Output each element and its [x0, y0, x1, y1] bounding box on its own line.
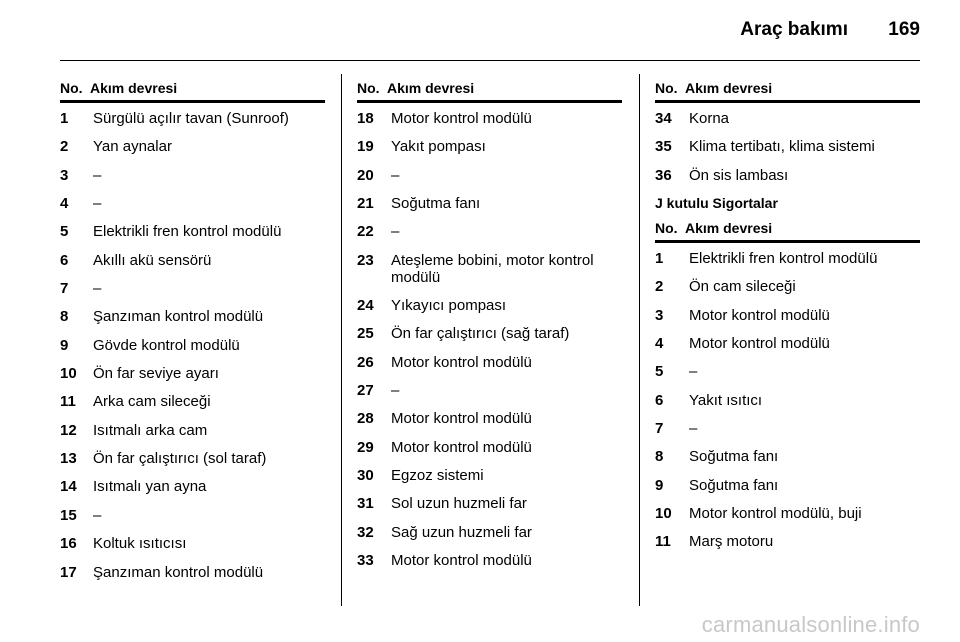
- fuse-number: 10: [60, 365, 77, 383]
- circuit-name: –: [93, 506, 102, 524]
- table-row: [60, 564, 325, 581]
- fuse-number: 19: [357, 138, 374, 156]
- table-row: [357, 495, 622, 512]
- table-row: [357, 110, 622, 127]
- table-row: [357, 297, 622, 314]
- circuit-name: –: [391, 223, 400, 241]
- circuit-name: Motor kontrol modülü: [391, 110, 532, 127]
- circuit-name: Soğutma fanı: [689, 476, 779, 494]
- table-row: [60, 450, 325, 467]
- table-row: [60, 507, 325, 524]
- fuse-table-column-3: [655, 80, 920, 562]
- fuse-number: 15: [60, 506, 77, 524]
- circuit-name: Şanzıman kontrol modülü: [93, 308, 264, 326]
- header-circuit: Akım devresi: [387, 80, 475, 96]
- fuse-number: 27: [357, 382, 374, 400]
- table-row: [357, 138, 622, 155]
- fuse-number: 31: [357, 495, 374, 513]
- fuse-number: 5: [60, 223, 69, 241]
- table-row: [357, 167, 622, 184]
- fuse-number: 6: [655, 391, 664, 409]
- table-header: [655, 220, 920, 243]
- circuit-name: –: [391, 166, 400, 184]
- header-no: No.: [655, 80, 678, 96]
- fuse-number: 26: [357, 353, 374, 371]
- circuit-name: Sol uzun huzmeli far: [391, 495, 527, 513]
- table-row: [357, 439, 622, 456]
- circuit-name: Isıtmalı yan ayna: [93, 478, 207, 496]
- circuit-name: Soğutma fanı: [391, 195, 481, 213]
- table-row: [655, 335, 920, 352]
- table-row: [60, 223, 325, 240]
- table-row: [60, 195, 325, 212]
- circuit-name: Motor kontrol modülü, buji: [689, 505, 862, 523]
- table-row: [655, 138, 920, 155]
- fuse-number: 28: [357, 410, 374, 428]
- circuit-name: Arka cam sileceği: [93, 393, 211, 411]
- fuse-number: 11: [655, 533, 671, 551]
- table-row: [60, 138, 325, 155]
- table-row: [655, 250, 920, 267]
- fuse-number: 7: [60, 280, 69, 298]
- fuse-number: 4: [60, 195, 69, 213]
- table-row: [60, 535, 325, 552]
- circuit-name: Marş motoru: [689, 533, 774, 551]
- fuse-number: 9: [655, 476, 664, 494]
- circuit-name: Ön sis lambası: [689, 166, 789, 184]
- fuse-number: 33: [357, 552, 374, 570]
- table-row: [357, 382, 622, 399]
- fuse-number: 1: [60, 110, 69, 127]
- table-row: [357, 552, 622, 569]
- fuse-number: 8: [60, 308, 69, 326]
- table-row: [60, 110, 325, 127]
- page-title: Araç bakımı: [740, 19, 848, 40]
- table-row: [357, 252, 622, 286]
- section-title: J kutulu Sigortalar: [655, 195, 778, 212]
- column-divider: [639, 74, 640, 606]
- circuit-name: Ön cam sileceği: [689, 278, 796, 296]
- circuit-name: Motor kontrol modülü: [391, 353, 532, 371]
- table-row: [60, 478, 325, 495]
- table-row: [357, 325, 622, 342]
- table-row: [655, 167, 920, 184]
- header-circuit: Akım devresi: [685, 80, 773, 96]
- column-divider: [341, 74, 342, 606]
- fuse-number: 9: [60, 336, 69, 354]
- circuit-name: Motor kontrol modülü: [391, 552, 532, 570]
- circuit-name: –: [93, 280, 102, 298]
- table-row: [655, 420, 920, 437]
- fuse-table-column-2: [357, 80, 622, 581]
- circuit-name: Ön far çalıştırıcı (sağ taraf): [391, 325, 570, 343]
- circuit-name: Sağ uzun huzmeli far: [391, 523, 532, 541]
- circuit-name: Yakıt pompası: [391, 138, 486, 156]
- header-rule: [60, 60, 920, 61]
- page-header: [0, 0, 960, 60]
- circuit-name: Ön far çalıştırıcı (sol taraf): [93, 450, 267, 468]
- circuit-name: Şanzıman kontrol modülü: [93, 563, 264, 581]
- table-row: [655, 505, 920, 522]
- circuit-name: Gövde kontrol modülü: [93, 336, 240, 354]
- fuse-number: 7: [655, 420, 664, 438]
- fuse-number: 20: [357, 166, 374, 184]
- table-row: [655, 110, 920, 127]
- fuse-number: 32: [357, 523, 374, 541]
- fuse-number: 10: [655, 505, 672, 523]
- fuse-number: 29: [357, 438, 374, 456]
- fuse-number: 6: [60, 251, 69, 269]
- fuse-number: 1: [655, 250, 664, 268]
- circuit-name: –: [689, 420, 698, 438]
- fuse-number: 30: [357, 467, 374, 485]
- fuse-number: 14: [60, 478, 77, 496]
- table-row: [60, 280, 325, 297]
- circuit-name: Yıkayıcı pompası: [391, 297, 507, 315]
- table-row: [655, 363, 920, 380]
- table-row: [60, 393, 325, 410]
- table-header: [357, 80, 622, 103]
- fuse-number: 5: [655, 363, 664, 381]
- circuit-name: –: [391, 382, 400, 400]
- fuse-number: 3: [655, 306, 664, 324]
- circuit-name: Ön far seviye ayarı: [93, 365, 219, 383]
- fuse-number: 34: [655, 110, 672, 127]
- circuit-name: Yan aynalar: [93, 138, 172, 156]
- table-row: [60, 422, 325, 439]
- page-number: 169: [888, 19, 920, 40]
- circuit-name: Ateşleme bobini, motor kontrol modülü: [391, 251, 594, 286]
- fuse-number: 11: [60, 393, 76, 411]
- table-row: [357, 467, 622, 484]
- header-no: No.: [60, 80, 83, 96]
- table-row: [357, 410, 622, 427]
- table-header: [60, 80, 325, 103]
- table-row: [357, 223, 622, 240]
- table-row: [357, 195, 622, 212]
- fuse-number: 23: [357, 251, 374, 269]
- header-no: No.: [655, 220, 678, 237]
- circuit-name: –: [93, 195, 102, 213]
- fuse-number: 25: [357, 325, 374, 343]
- fuse-number: 3: [60, 166, 69, 184]
- fuse-number: 2: [60, 138, 69, 156]
- table-row: [655, 533, 920, 550]
- table-row: [655, 477, 920, 494]
- fuse-number: 35: [655, 138, 672, 156]
- table-row: [60, 308, 325, 325]
- table-row: [60, 167, 325, 184]
- fuse-number: 4: [655, 335, 664, 353]
- circuit-name: Motor kontrol modülü: [689, 306, 830, 324]
- fuse-number: 17: [60, 563, 77, 581]
- table-row: [60, 365, 325, 382]
- table-header: [655, 80, 920, 103]
- fuse-number: 12: [60, 421, 77, 439]
- fuse-number: 36: [655, 166, 672, 184]
- circuit-name: Egzoz sistemi: [391, 467, 484, 485]
- circuit-name: Yakıt ısıtıcı: [689, 391, 763, 409]
- circuit-name: Akıllı akü sensörü: [93, 251, 212, 269]
- circuit-name: Motor kontrol modülü: [391, 410, 532, 428]
- table-row: [60, 252, 325, 269]
- circuit-name: –: [93, 166, 102, 184]
- header-no: No.: [357, 80, 380, 96]
- table-row: [655, 392, 920, 409]
- circuit-name: Sürgülü açılır tavan (Sunroof): [93, 110, 289, 127]
- circuit-name: Koltuk ısıtıcısı: [93, 535, 187, 553]
- circuit-name: Korna: [689, 110, 730, 127]
- circuit-name: Klima tertibatı, klima sistemi: [689, 138, 875, 156]
- circuit-name: Motor kontrol modülü: [391, 438, 532, 456]
- header-circuit: Akım devresi: [90, 80, 178, 96]
- fuse-number: 24: [357, 297, 374, 315]
- fuse-number: 13: [60, 450, 77, 468]
- table-row: [357, 524, 622, 541]
- circuit-name: Isıtmalı arka cam: [93, 421, 208, 439]
- fuse-number: 21: [357, 195, 374, 213]
- table-row: [60, 337, 325, 354]
- circuit-name: Elektrikli fren kontrol modülü: [689, 250, 878, 268]
- watermark: carmanualsonline.info: [701, 612, 920, 637]
- circuit-name: Elektrikli fren kontrol modülü: [93, 223, 282, 241]
- fuse-number: 8: [655, 448, 664, 466]
- table-row: [655, 307, 920, 324]
- table-row: [357, 354, 622, 371]
- fuse-table-column-1: [60, 80, 325, 592]
- header-circuit: Akım devresi: [685, 220, 773, 237]
- table-row: [655, 278, 920, 295]
- fuse-number: 16: [60, 535, 77, 553]
- circuit-name: Motor kontrol modülü: [689, 335, 830, 353]
- circuit-name: –: [689, 363, 698, 381]
- fuse-number: 22: [357, 223, 374, 241]
- fuse-number: 2: [655, 278, 664, 296]
- fuse-number: 18: [357, 110, 374, 127]
- circuit-name: Soğutma fanı: [689, 448, 779, 466]
- table-row: [655, 448, 920, 465]
